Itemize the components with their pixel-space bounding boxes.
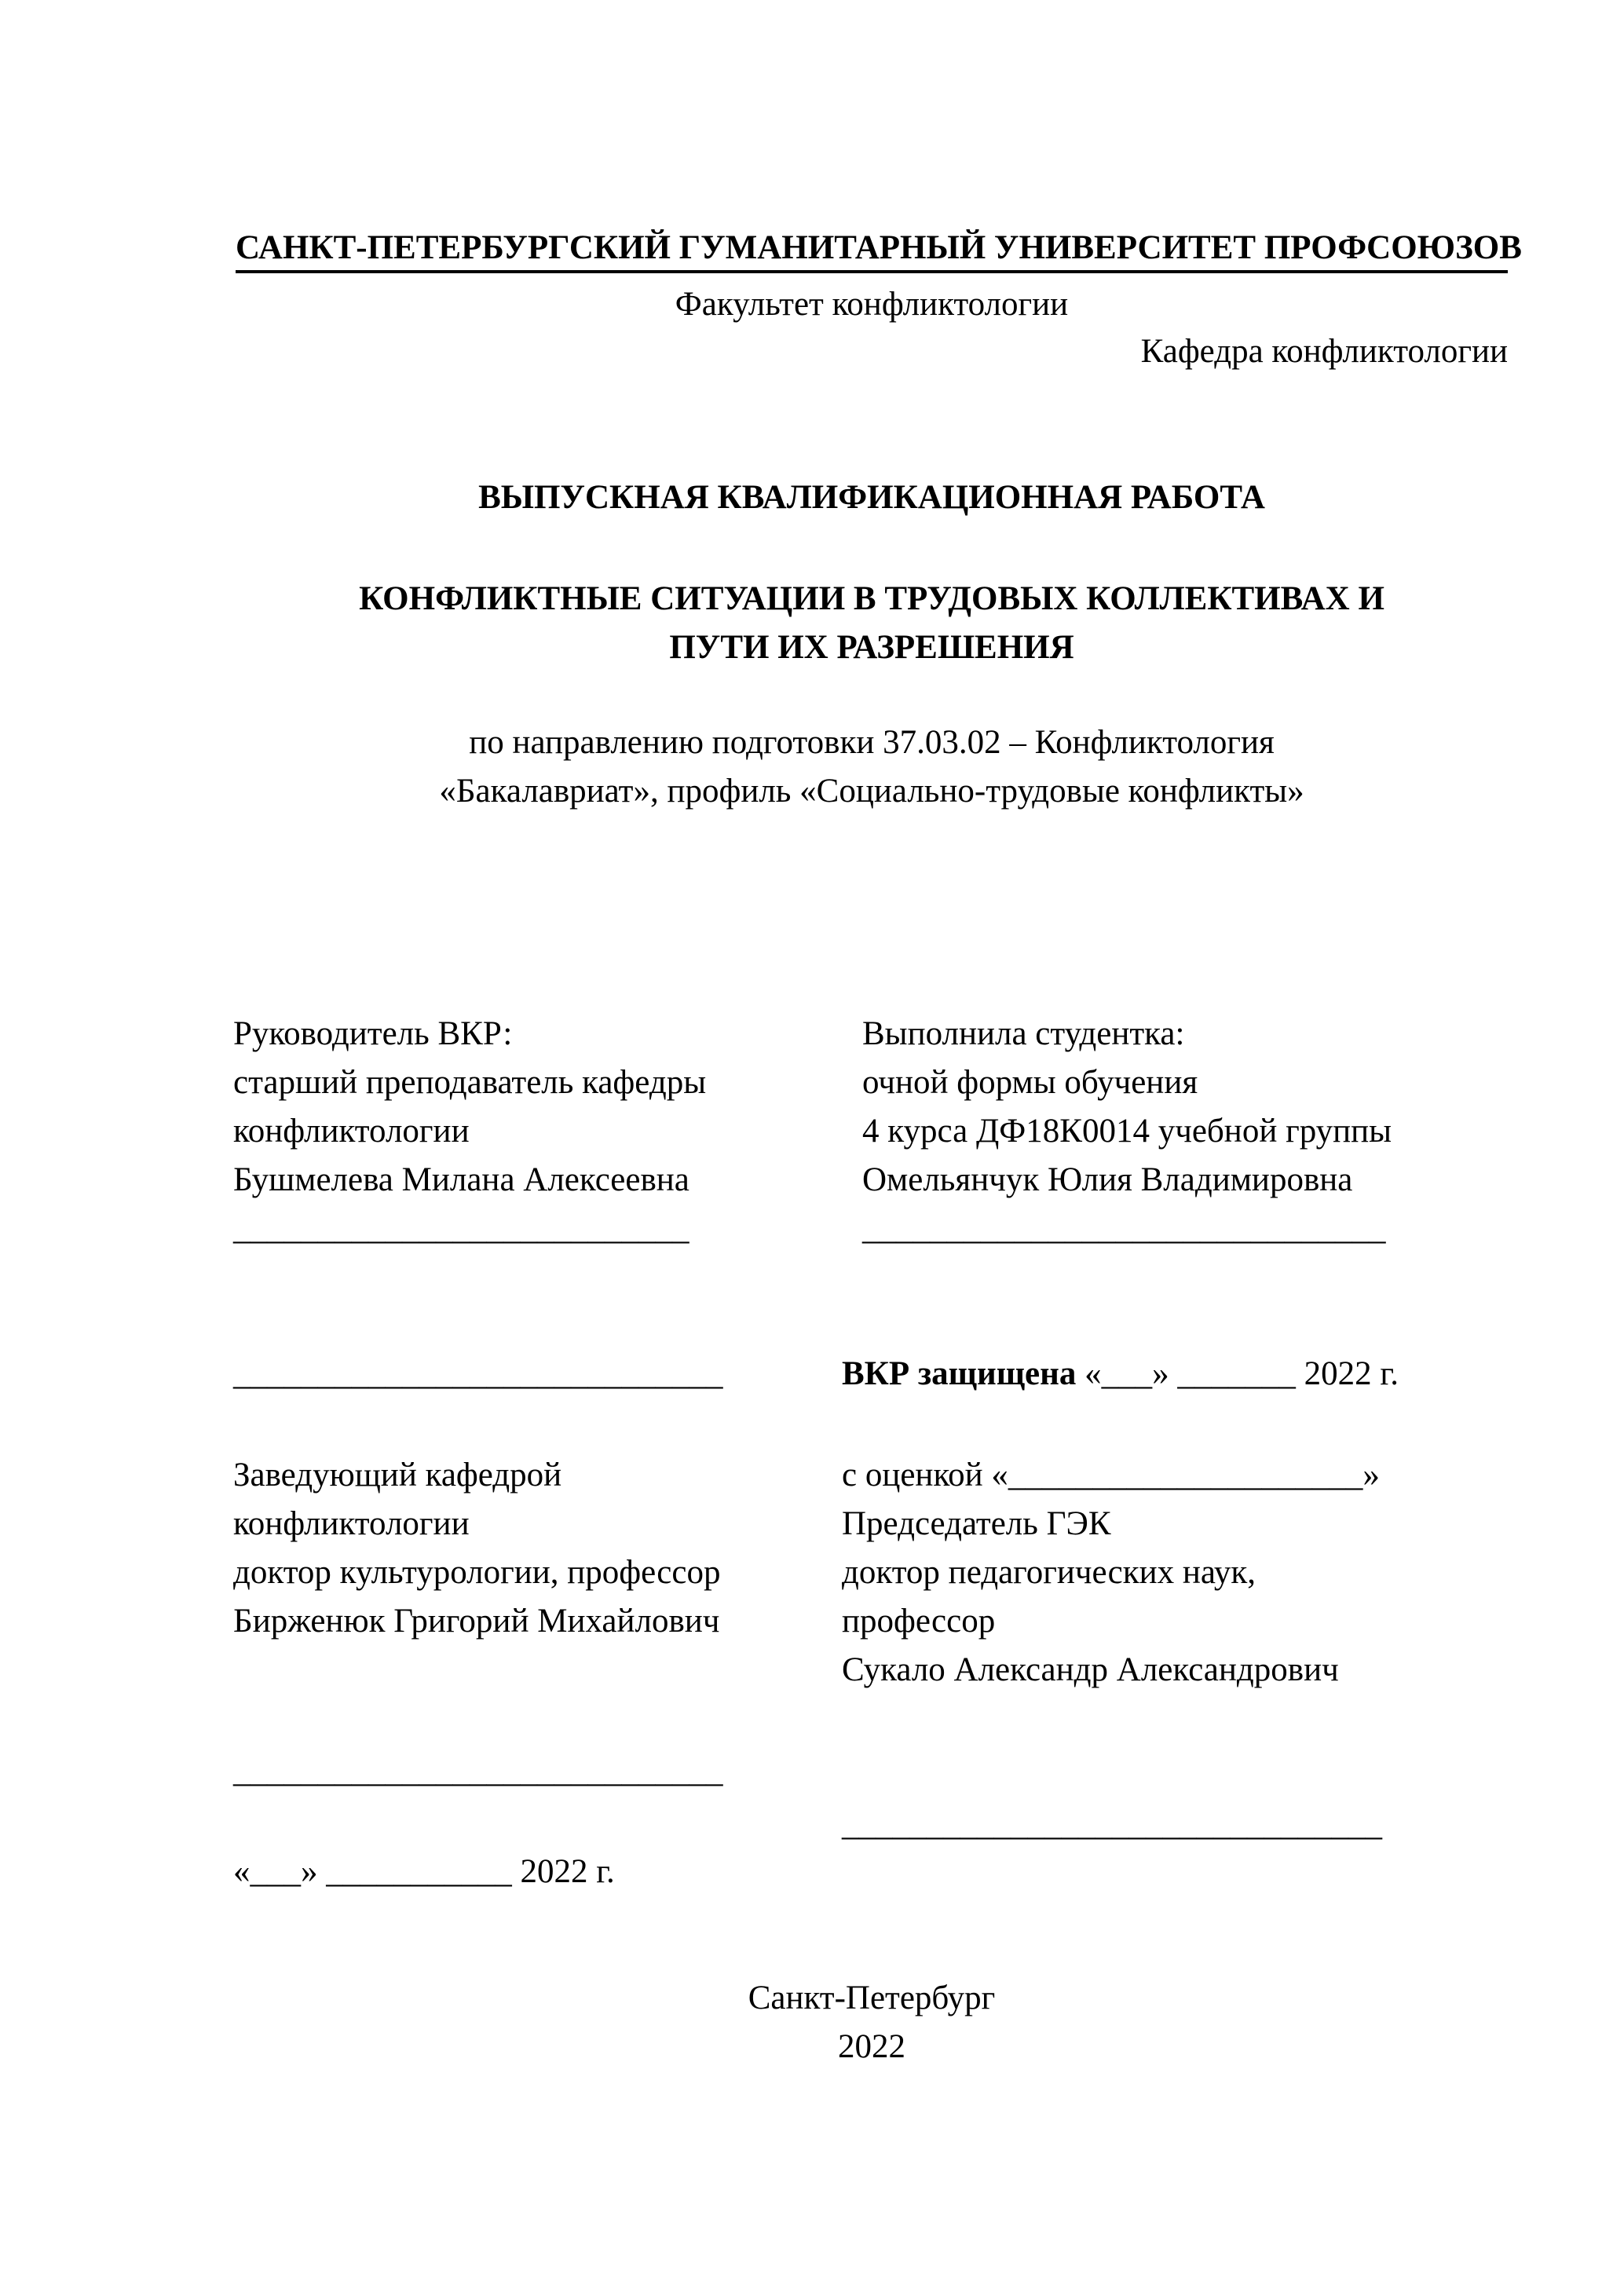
faculty-name: Факультет конфликтологии [675,286,1069,323]
document-type: ВЫПУСКНАЯ КВАЛИФИКАЦИОННАЯ РАБОТА [478,479,1265,516]
chair-degree: доктор педагогических наук, [842,1554,1256,1591]
chair-title: профессор [842,1603,996,1640]
supervisor-signature-line: ___________________________ [233,1210,689,1247]
head-signature-date: «___» ___________ 2022 г. [233,1853,615,1890]
head-signature-line: _____________________________ [233,1753,723,1790]
header-rule [236,270,1508,273]
head-role: конфликтологии [233,1505,470,1542]
department-name: Кафедра конфликтологии [1140,333,1508,370]
head-name: Бирженюк Григорий Михайлович [233,1603,720,1640]
chair-signature-line: ________________________________ [842,1806,1382,1843]
head-of-department-block [233,1451,720,1646]
defense-label: ВКР защищена [842,1355,1077,1392]
supervisor-role: Руководитель ВКР: [233,1015,513,1052]
city-name: Санкт-Петербург [748,1980,996,2016]
chair-name: Сукало Александр Александрович [842,1651,1339,1688]
student-form: очной формы обучения [862,1064,1198,1101]
supervisor-block [233,1010,706,1253]
supervisor-position: конфликтологии [233,1113,470,1150]
direction-line: по направлению подготовки 37.03.02 – Конфликтология [469,724,1275,761]
commission-block [842,1451,1380,1695]
topic-line: ПУТИ ИХ РАЗРЕШЕНИЯ [669,629,1074,666]
student-block [862,1010,1392,1253]
defense-status [842,1352,1399,1396]
university-name: САНКТ-ПЕТЕРБУРГСКИЙ ГУМАНИТАРНЫЙ УНИВЕРСИТЕТ ПРОФСОЮЗОВ [236,229,1522,266]
student-signature-line: _______________________________ [862,1210,1386,1247]
defense-date: «___» _______ 2022 г. [1076,1355,1399,1392]
study-direction [118,718,1624,816]
grade-line: с оценкой «_____________________» [842,1457,1380,1493]
thesis-topic [118,575,1624,672]
student-group: 4 курса ДФ18К0014 учебной группы [862,1113,1392,1150]
student-role: Выполнила студентка: [862,1015,1185,1052]
topic-line: КОНФЛИКТНЫЕ СИТУАЦИИ В ТРУДОВЫХ КОЛЛЕКТИВАХ И [359,580,1384,617]
footer [118,1974,1624,2071]
head-role: Заведующий кафедрой [233,1457,562,1493]
student-name: Омельянчук Юлия Владимировна [862,1161,1353,1198]
year: 2022 [838,2028,905,2065]
supervisor-position: старший преподаватель кафедры [233,1064,707,1101]
supervisor-name: Бушмелева Милана Алексеевна [233,1161,689,1198]
direction-line: «Бакалавриат», профиль «Социально-трудовые конфликты» [439,773,1304,810]
chair-role: Председатель ГЭК [842,1505,1111,1542]
left-signature-line: _____________________________ [233,1355,723,1392]
head-degree: доктор культурологии, профессор [233,1554,721,1591]
